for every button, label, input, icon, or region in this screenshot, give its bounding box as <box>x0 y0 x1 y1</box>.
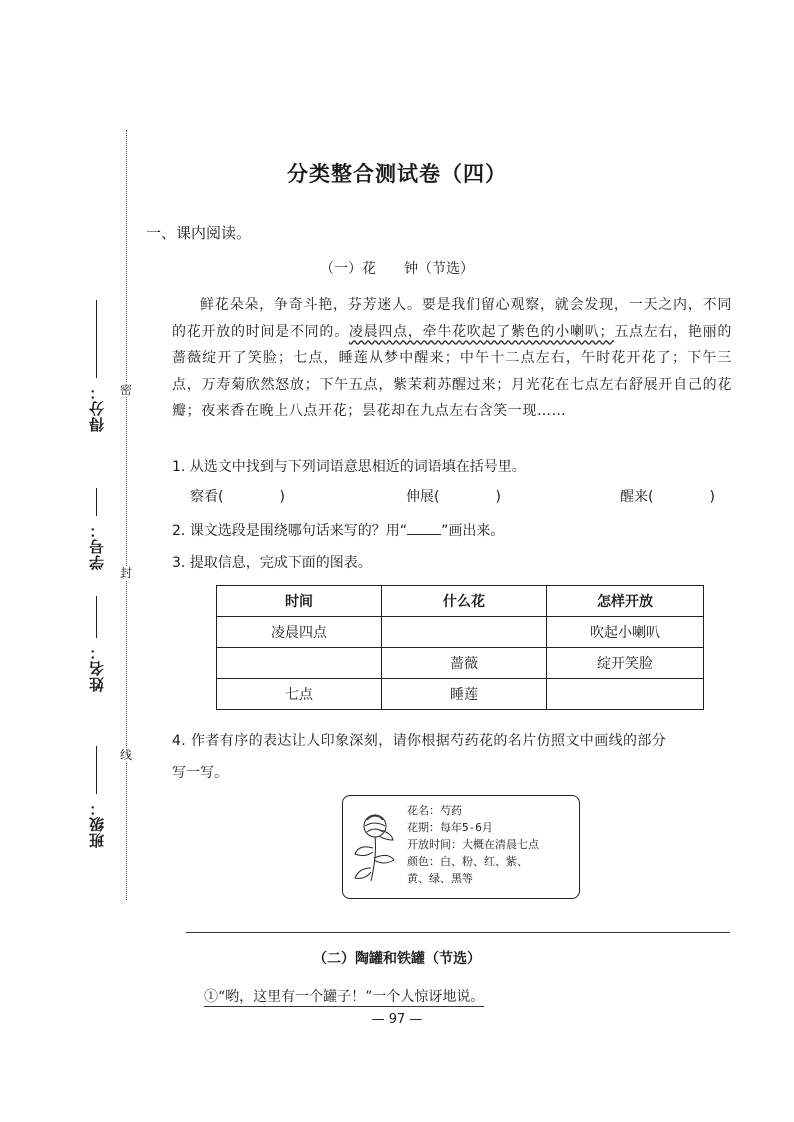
table-cell-blank[interactable] <box>382 617 547 648</box>
question-4-line-2: 写一写。 <box>172 765 228 781</box>
card-line-period: 花期：每年5-6月 <box>407 821 493 834</box>
passage-text-1: 鲜花朵朵，争奇斗艳，芬芳迷人。要是我们留心观察，就会发现，一天之内，不同的花开放的时间是不同的。 <box>172 297 732 340</box>
class-blank[interactable] <box>96 746 97 794</box>
info-table <box>216 585 704 710</box>
passage-two-line: ①“哟，这里有一个罐子！”一个人惊讶地说。 <box>204 986 484 1007</box>
score-label: 得分： <box>87 384 106 432</box>
table-cell-blank[interactable] <box>547 679 704 710</box>
name-label: 姓名： <box>87 644 106 692</box>
underlined-sentence: 凌晨四点，牵牛花吹起了紫色的小喇叭； <box>348 323 615 340</box>
table-row <box>217 648 704 679</box>
fill-blank-2[interactable]: 伸展( ) <box>406 489 501 505</box>
table-cell: 绽开笑脸 <box>547 648 704 679</box>
table-cell: 睡莲 <box>382 679 547 710</box>
student-id-blank[interactable] <box>96 488 97 516</box>
table-row <box>217 679 704 710</box>
table-header-row <box>217 586 704 617</box>
passage-one-title: （一）花 钟（节选） <box>320 261 474 277</box>
binding-dotted-line <box>126 130 127 900</box>
table-row <box>217 617 704 648</box>
student-id-label: 学号： <box>87 522 106 570</box>
table-cell: 七点 <box>217 679 382 710</box>
passage-two-title: （二）陶罐和铁罐（节选） <box>313 951 481 967</box>
question-4-line-1: 4. 作者有序的表达让人印象深刻，请你根据芍药花的名片仿照文中画线的部分 <box>172 733 667 749</box>
question-2 <box>172 520 504 540</box>
table-header-time: 时间 <box>217 586 382 617</box>
card-line-time: 开放时间：大概在清晨七点 <box>407 838 539 851</box>
peony-flower-icon <box>349 808 405 888</box>
page-number: — 97 — <box>371 1012 423 1027</box>
section-heading: 一、课内阅读。 <box>146 224 252 242</box>
table-cell-blank[interactable] <box>217 648 382 679</box>
table-header-flower: 什么花 <box>382 586 547 617</box>
fill-blank-1[interactable]: 察看( ) <box>190 489 285 505</box>
underline-sample <box>407 534 441 535</box>
class-label: 班级： <box>87 800 106 848</box>
seal-char-feng: 封 <box>120 566 133 580</box>
fill-blank-3[interactable]: 醒来( ) <box>620 489 715 505</box>
card-line-name: 花名：芍药 <box>407 804 462 817</box>
question-3: 3. 提取信息，完成下面的图表。 <box>172 555 372 571</box>
class-field[interactable] <box>84 746 108 848</box>
passage-text-2: 五点左右，艳丽的蔷薇绽开了笑脸；七点，睡莲从梦中醒来；中午十二点左右，午时花开花了；下午三点，万寿菊欣然怒放；下午五点，紫茉莉苏醒过来；月光花在七点左右舒展开自己的花瓣；夜来香在晚上八点开花；昙花却在九点左右含笑一现…… <box>172 323 732 419</box>
card-line-color-2: 黄、绿、黑等 <box>407 872 473 885</box>
score-blank[interactable] <box>96 300 97 378</box>
seal-char-xian: 线 <box>120 748 133 762</box>
question-1: 1. 从选文中找到与下列词语意思相近的词语填在括号里。 <box>172 459 526 475</box>
table-cell: 凌晨四点 <box>217 617 382 648</box>
table-header-bloom: 怎样开放 <box>547 586 704 617</box>
table-cell: 蔷薇 <box>382 648 547 679</box>
reading-passage <box>172 292 732 425</box>
name-field[interactable] <box>84 596 108 692</box>
page-title: 分类整合测试卷（四） <box>287 162 507 186</box>
card-line-color: 颜色：白、粉、红、紫、 <box>407 855 528 868</box>
question-2-text-b: ”画出来。 <box>441 523 505 539</box>
peony-name-card <box>342 795 580 899</box>
card-text <box>407 802 539 887</box>
student-id-field[interactable] <box>84 488 108 570</box>
score-field[interactable] <box>84 300 108 432</box>
name-blank[interactable] <box>96 596 97 638</box>
question-2-text-a: 2. 课文选段是围绕哪句话来写的？用“ <box>172 523 408 539</box>
seal-char-mi: 密 <box>120 383 133 397</box>
table-cell: 吹起小喇叭 <box>547 617 704 648</box>
section-divider <box>186 932 730 933</box>
